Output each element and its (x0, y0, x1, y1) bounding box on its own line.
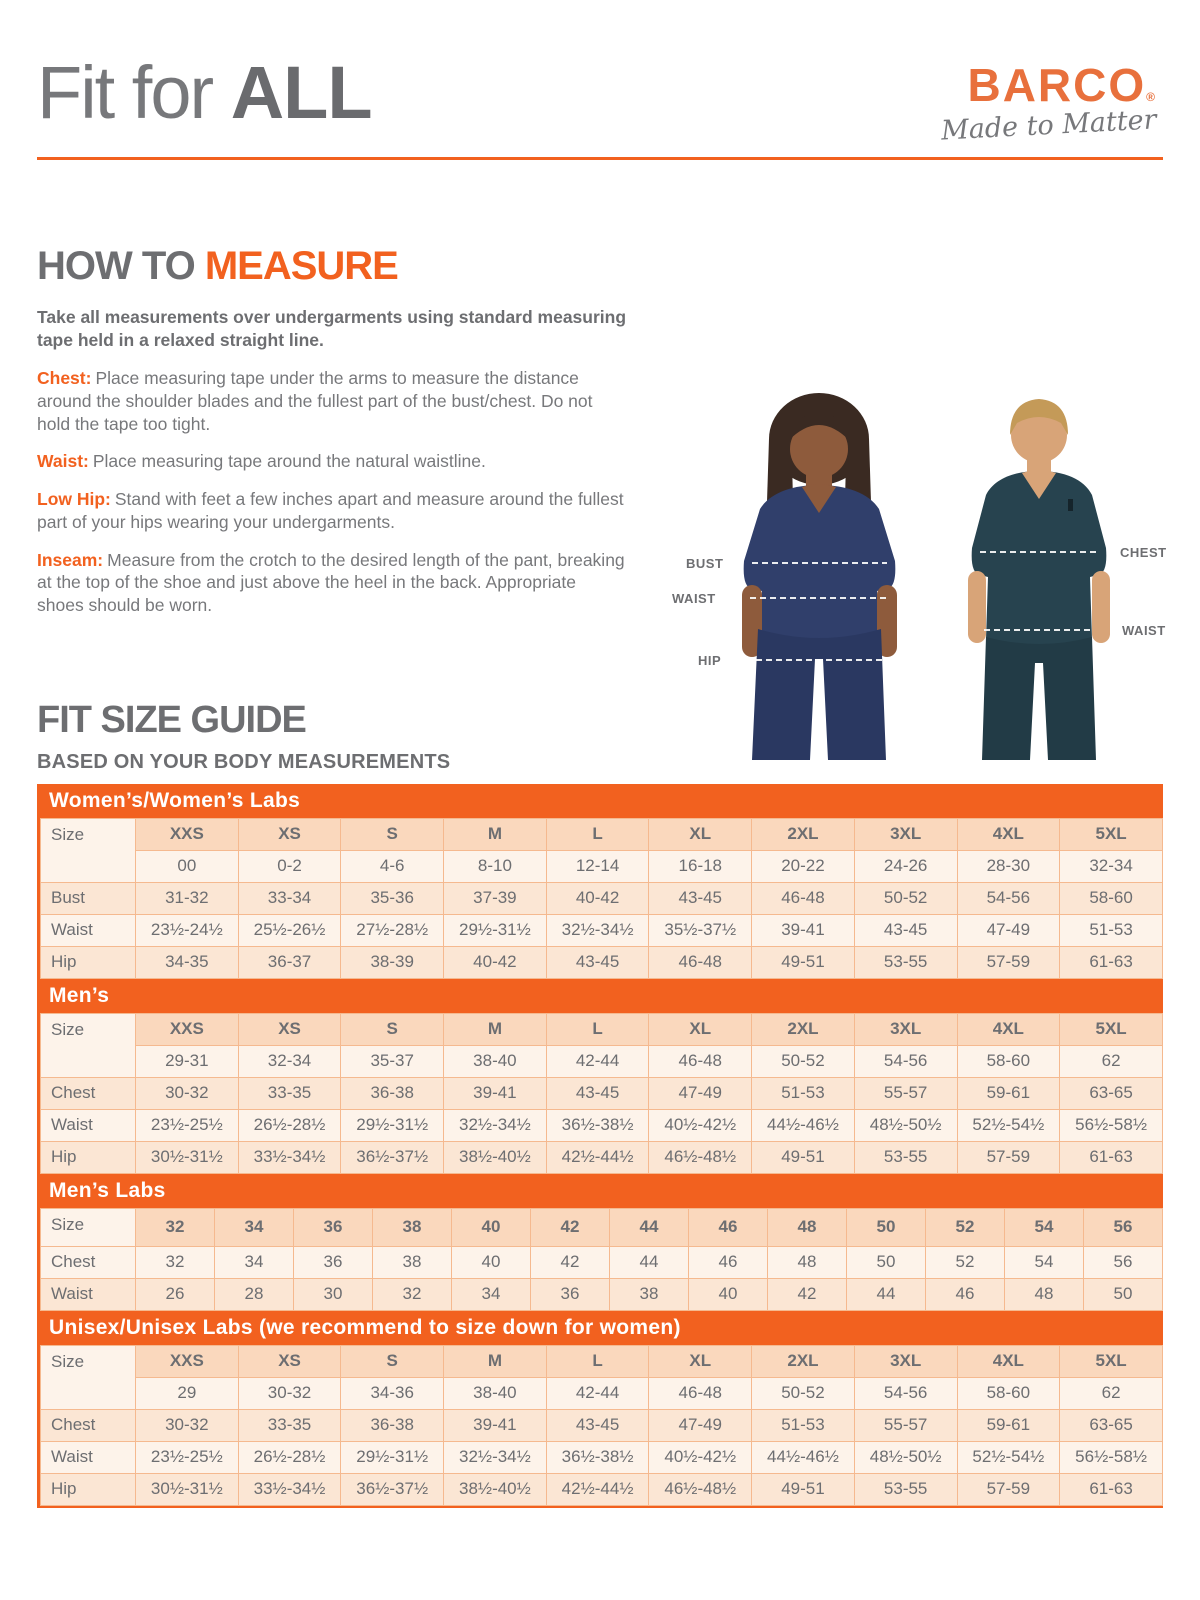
size-col-header: S (341, 1013, 444, 1045)
measurement-cell: 32½-34½ (444, 1109, 547, 1141)
size-col-header: S (341, 1345, 444, 1377)
size-number-cell: 50-52 (752, 1045, 855, 1077)
measurement-cell: 51-53 (1060, 914, 1163, 946)
size-col-header: 54 (1005, 1208, 1084, 1246)
measure-item-inseam (37, 549, 627, 617)
measure-text: Place measuring tape around the natural waistline. (92, 451, 486, 472)
measurement-cell: 42½-44½ (546, 1141, 649, 1173)
measurement-cell: 25½-26½ (238, 914, 341, 946)
fit-size-guide-heading: FIT SIZE GUIDE (37, 698, 306, 741)
measurement-cell: 27½-28½ (341, 914, 444, 946)
measurement-cell: 36-37 (238, 946, 341, 978)
measurement-cell: 29½-31½ (341, 1109, 444, 1141)
measurement-cell: 63-65 (1060, 1077, 1163, 1109)
measure-label: Inseam: (37, 549, 104, 570)
size-col-header: 2XL (752, 818, 855, 850)
measure-text: Stand with feet a few inches apart and measure around the fullest part of your hips wearing your undergarments. (37, 489, 624, 532)
table-title-bar: Women’s/Women’s Labs (40, 784, 1163, 818)
measurement-cell: 48 (768, 1246, 847, 1278)
size-row-label: Size (41, 1013, 136, 1077)
measurement-cell: 36½-37½ (341, 1473, 444, 1505)
measurement-cell: 36½-38½ (546, 1441, 649, 1473)
bust-measure-label: BUST (686, 556, 724, 571)
measurement-cell: 44 (847, 1278, 926, 1310)
size-table-section-womens (37, 784, 1163, 979)
size-col-header: XXS (136, 1345, 239, 1377)
size-col-header: XL (649, 1345, 752, 1377)
size-col-header: M (444, 818, 547, 850)
hip-measure-label: HIP (698, 653, 722, 668)
size-header-row (41, 1013, 1163, 1045)
row-label: Waist (41, 1278, 136, 1310)
measurement-row (41, 882, 1163, 914)
table-title-bar: Unisex/Unisex Labs (we recommend to size down for women) (40, 1311, 1163, 1345)
measurement-cell: 44 (610, 1246, 689, 1278)
size-header-row (41, 818, 1163, 850)
size-number-cell: 12-14 (546, 850, 649, 882)
page-header (37, 0, 1163, 147)
measurement-cell: 33½-34½ (238, 1141, 341, 1173)
measurement-cell: 56½-58½ (1060, 1441, 1163, 1473)
measurement-cell: 36 (531, 1278, 610, 1310)
header-divider (37, 157, 1163, 160)
size-number-cell: 28-30 (957, 850, 1060, 882)
size-number-cell: 38-40 (444, 1045, 547, 1077)
measure-intro: Take all measurements over undergarments using standard measuring tape held in a relaxed straight line. (37, 307, 627, 351)
measurement-cell: 61-63 (1060, 1141, 1163, 1173)
measurement-cell: 43-45 (546, 1077, 649, 1109)
size-col-header: 40 (452, 1208, 531, 1246)
size-number-cell: 46-48 (649, 1045, 752, 1077)
fit-size-guide-subheading: BASED ON YOUR BODY MEASUREMENTS (37, 750, 451, 773)
size-number-cell: 30-32 (238, 1377, 341, 1409)
size-number-row (41, 1045, 1163, 1077)
size-col-header: 3XL (854, 1013, 957, 1045)
measurement-row (41, 914, 1163, 946)
measurement-cell: 30 (294, 1278, 373, 1310)
measurement-cell: 42 (768, 1278, 847, 1310)
size-row-label: Size (41, 1208, 136, 1246)
page-title-bold: ALL (230, 51, 372, 134)
measurement-cell: 40½-42½ (649, 1109, 752, 1141)
measurement-cell: 26½-28½ (238, 1109, 341, 1141)
measurement-cell: 43-45 (854, 914, 957, 946)
measurement-cell: 28 (215, 1278, 294, 1310)
size-col-header: L (546, 1345, 649, 1377)
measurement-cell: 39-41 (444, 1409, 547, 1441)
measure-text: Measure from the crotch to the desired length of the pant, breaking at the top of the shoe and just above the heel in the back. Appropriate shoes should be worn. (37, 549, 625, 616)
measure-label: Waist: (37, 451, 89, 472)
measurement-cell: 23½-25½ (136, 1441, 239, 1473)
size-number-cell: 32-34 (238, 1045, 341, 1077)
table-title-bar: Men’s (40, 979, 1163, 1013)
page-title-light: Fit for (37, 51, 231, 134)
measurement-cell: 46½-48½ (649, 1473, 752, 1505)
size-tables (37, 784, 1163, 1508)
size-number-cell: 54-56 (854, 1377, 957, 1409)
size-number-cell: 35-37 (341, 1045, 444, 1077)
size-number-cell: 29-31 (136, 1045, 239, 1077)
waist-measure-label-left: WAIST (672, 591, 716, 606)
size-col-header: 5XL (1060, 818, 1163, 850)
size-col-header: XS (238, 1013, 341, 1045)
size-col-header: 50 (847, 1208, 926, 1246)
measure-label: Chest: (37, 368, 92, 389)
measurement-cell: 48½-50½ (854, 1441, 957, 1473)
registered-mark-icon: ® (1146, 90, 1157, 104)
measurement-cell: 30½-31½ (136, 1141, 239, 1173)
measurement-row (41, 1278, 1163, 1310)
size-number-cell: 0-2 (238, 850, 341, 882)
measurement-cell: 46 (926, 1278, 1005, 1310)
size-number-cell: 4-6 (341, 850, 444, 882)
measurement-cell: 51-53 (752, 1077, 855, 1109)
measurement-photos (650, 383, 1200, 760)
fit-size-guide-section (37, 698, 1163, 1508)
measurement-row (41, 1441, 1163, 1473)
size-col-header: 42 (531, 1208, 610, 1246)
size-col-header: 36 (294, 1208, 373, 1246)
measurement-cell: 48 (1005, 1278, 1084, 1310)
measurement-cell: 51-53 (752, 1409, 855, 1441)
measurement-cell: 42 (531, 1246, 610, 1278)
measurement-cell: 49-51 (752, 946, 855, 978)
measurement-cell: 30-32 (136, 1409, 239, 1441)
row-label: Waist (41, 1109, 136, 1141)
measurement-row (41, 946, 1163, 978)
measurement-cell: 34 (215, 1246, 294, 1278)
size-col-header: XS (238, 1345, 341, 1377)
measurement-cell: 33½-34½ (238, 1473, 341, 1505)
measurement-cell: 33-35 (238, 1077, 341, 1109)
measurement-row (41, 1109, 1163, 1141)
how-to-measure-heading: HOW TO MEASURE (37, 244, 398, 288)
measurement-cell: 39-41 (444, 1077, 547, 1109)
measurement-cell: 43-45 (546, 1409, 649, 1441)
measurement-cell: 40 (452, 1246, 531, 1278)
measure-text: Place measuring tape under the arms to measure the distance around the shoulder blades and the fullest part of the bust/chest. Do not hold the tape too tight. (37, 368, 593, 434)
measurement-cell: 32 (136, 1246, 215, 1278)
measure-item-chest (37, 367, 627, 435)
size-col-header: L (546, 818, 649, 850)
size-number-cell: 42-44 (546, 1045, 649, 1077)
row-label: Bust (41, 882, 136, 914)
size-number-cell: 62 (1060, 1045, 1163, 1077)
size-col-header: L (546, 1013, 649, 1045)
measurement-cell: 35½-37½ (649, 914, 752, 946)
table-title-bar: Men’s Labs (40, 1174, 1163, 1208)
size-col-header: 34 (215, 1208, 294, 1246)
size-number-cell: 29 (136, 1377, 239, 1409)
measurement-cell: 37-39 (444, 882, 547, 914)
waist-measure-label-right: WAIST (1122, 623, 1166, 638)
size-number-cell: 58-60 (957, 1377, 1060, 1409)
size-col-header: 3XL (854, 1345, 957, 1377)
size-number-cell: 24-26 (854, 850, 957, 882)
measurement-cell: 46 (689, 1246, 768, 1278)
measurement-cell: 39-41 (752, 914, 855, 946)
size-col-header: XS (238, 818, 341, 850)
size-number-row (41, 850, 1163, 882)
size-row-label: Size (41, 1345, 136, 1409)
size-col-header: 4XL (957, 1013, 1060, 1045)
measurement-cell: 36½-37½ (341, 1141, 444, 1173)
measurement-cell: 26 (136, 1278, 215, 1310)
size-number-cell: 00 (136, 850, 239, 882)
measurement-cell: 57-59 (957, 946, 1060, 978)
measurement-cell: 40 (689, 1278, 768, 1310)
measurement-cell: 52½-54½ (957, 1441, 1060, 1473)
size-col-header: XXS (136, 818, 239, 850)
size-col-header: 32 (136, 1208, 215, 1246)
measurement-cell: 47-49 (957, 914, 1060, 946)
measurement-cell: 38 (373, 1246, 452, 1278)
measure-item-waist (37, 450, 627, 473)
size-col-header: M (444, 1013, 547, 1045)
size-col-header: 56 (1084, 1208, 1163, 1246)
measurement-row (41, 1141, 1163, 1173)
size-header-row (41, 1208, 1163, 1246)
measurement-cell: 53-55 (854, 1473, 957, 1505)
size-table (40, 818, 1163, 979)
size-col-header: XXS (136, 1013, 239, 1045)
chest-measure-label: CHEST (1120, 545, 1167, 560)
measurement-cell: 47-49 (649, 1077, 752, 1109)
measurement-cell: 26½-28½ (238, 1441, 341, 1473)
measurement-cell: 47-49 (649, 1409, 752, 1441)
woman-photo (722, 391, 917, 760)
how-to-measure-section (37, 246, 627, 617)
measurement-cell: 38½-40½ (444, 1141, 547, 1173)
man-photo (932, 383, 1147, 760)
measurement-cell: 52½-54½ (957, 1109, 1060, 1141)
measurement-cell: 29½-31½ (341, 1441, 444, 1473)
size-table-section-unisex (37, 1311, 1163, 1506)
measurement-cell: 53-55 (854, 1141, 957, 1173)
size-col-header: 46 (689, 1208, 768, 1246)
size-table-section-mens-labs (37, 1174, 1163, 1311)
measurement-cell: 32 (373, 1278, 452, 1310)
size-number-cell: 46-48 (649, 1377, 752, 1409)
measurement-cell: 23½-25½ (136, 1109, 239, 1141)
measurement-cell: 59-61 (957, 1077, 1060, 1109)
measurement-cell: 54 (1005, 1246, 1084, 1278)
measurement-cell: 35-36 (341, 882, 444, 914)
measurement-cell: 31-32 (136, 882, 239, 914)
measurement-cell: 32½-34½ (546, 914, 649, 946)
size-number-cell: 54-56 (854, 1045, 957, 1077)
measurement-cell: 38 (610, 1278, 689, 1310)
measurement-cell: 29½-31½ (444, 914, 547, 946)
measurement-cell: 33-35 (238, 1409, 341, 1441)
measurement-cell: 38-39 (341, 946, 444, 978)
row-label: Hip (41, 946, 136, 978)
measurement-cell: 30-32 (136, 1077, 239, 1109)
measurement-cell: 36 (294, 1246, 373, 1278)
measurement-cell: 36½-38½ (546, 1109, 649, 1141)
size-number-cell: 8-10 (444, 850, 547, 882)
measurement-cell: 49-51 (752, 1473, 855, 1505)
page-title (37, 51, 372, 134)
measurement-cell: 40-42 (444, 946, 547, 978)
measurement-cell: 48½-50½ (854, 1109, 957, 1141)
measurement-cell: 55-57 (854, 1077, 957, 1109)
size-table (40, 1345, 1163, 1506)
brand-tagline: Made to Matter (940, 104, 1158, 147)
size-number-cell: 42-44 (546, 1377, 649, 1409)
measurement-cell: 43-45 (649, 882, 752, 914)
measurement-cell: 40½-42½ (649, 1441, 752, 1473)
size-col-header: 4XL (957, 818, 1060, 850)
row-label: Waist (41, 1441, 136, 1473)
size-col-header: 4XL (957, 1345, 1060, 1377)
size-number-cell: 16-18 (649, 850, 752, 882)
measurement-cell: 53-55 (854, 946, 957, 978)
measurement-cell: 55-57 (854, 1409, 957, 1441)
measurement-cell: 34 (452, 1278, 531, 1310)
size-number-cell: 38-40 (444, 1377, 547, 1409)
measurement-cell: 61-63 (1060, 946, 1163, 978)
measurement-row (41, 1409, 1163, 1441)
size-col-header: XL (649, 818, 752, 850)
measurement-cell: 63-65 (1060, 1409, 1163, 1441)
size-col-header: XL (649, 1013, 752, 1045)
row-label: Chest (41, 1246, 136, 1278)
measurement-row (41, 1473, 1163, 1505)
brand-logo: BARCO® (967, 59, 1157, 111)
measurement-row (41, 1246, 1163, 1278)
size-col-header: 2XL (752, 1345, 855, 1377)
measurement-cell: 54-56 (957, 882, 1060, 914)
size-number-row (41, 1377, 1163, 1409)
measurement-cell: 33-34 (238, 882, 341, 914)
measurement-cell: 52 (926, 1246, 1005, 1278)
measure-label: Low Hip: (37, 489, 111, 510)
size-col-header: 38 (373, 1208, 452, 1246)
size-number-cell: 58-60 (957, 1045, 1060, 1077)
size-number-cell: 50-52 (752, 1377, 855, 1409)
measurement-cell: 36-38 (341, 1077, 444, 1109)
measurement-cell: 38½-40½ (444, 1473, 547, 1505)
measurement-cell: 43-45 (546, 946, 649, 978)
measurement-cell: 50 (1084, 1278, 1163, 1310)
measurement-cell: 50 (847, 1246, 926, 1278)
size-col-header: 3XL (854, 818, 957, 850)
size-col-header: 48 (768, 1208, 847, 1246)
measurement-cell: 36-38 (341, 1409, 444, 1441)
size-col-header: 44 (610, 1208, 689, 1246)
measurement-cell: 57-59 (957, 1141, 1060, 1173)
size-table-section-mens (37, 979, 1163, 1174)
measurement-cell: 56 (1084, 1246, 1163, 1278)
measurement-cell: 42½-44½ (546, 1473, 649, 1505)
measurement-cell: 44½-46½ (752, 1441, 855, 1473)
size-table (40, 1208, 1163, 1311)
measurement-cell: 46-48 (752, 882, 855, 914)
measurement-cell: 49-51 (752, 1141, 855, 1173)
measurement-cell: 30½-31½ (136, 1473, 239, 1505)
size-number-cell: 34-36 (341, 1377, 444, 1409)
size-number-cell: 20-22 (752, 850, 855, 882)
row-label: Hip (41, 1141, 136, 1173)
measurement-cell: 34-35 (136, 946, 239, 978)
brand-block (940, 56, 1163, 147)
measurement-cell: 61-63 (1060, 1473, 1163, 1505)
row-label: Hip (41, 1473, 136, 1505)
row-label: Chest (41, 1409, 136, 1441)
measurement-row (41, 1077, 1163, 1109)
measurement-cell: 23½-24½ (136, 914, 239, 946)
size-table (40, 1013, 1163, 1174)
size-number-cell: 32-34 (1060, 850, 1163, 882)
measurement-cell: 58-60 (1060, 882, 1163, 914)
row-label: Chest (41, 1077, 136, 1109)
measurement-cell: 40-42 (546, 882, 649, 914)
measurement-cell: 59-61 (957, 1409, 1060, 1441)
size-row-label: Size (41, 818, 136, 882)
measurement-cell: 32½-34½ (444, 1441, 547, 1473)
size-col-header: 52 (926, 1208, 1005, 1246)
size-col-header: M (444, 1345, 547, 1377)
size-number-cell: 62 (1060, 1377, 1163, 1409)
size-col-header: S (341, 818, 444, 850)
size-col-header: 5XL (1060, 1013, 1163, 1045)
size-col-header: 5XL (1060, 1345, 1163, 1377)
measurement-cell: 57-59 (957, 1473, 1060, 1505)
measurement-cell: 56½-58½ (1060, 1109, 1163, 1141)
measurement-cell: 50-52 (854, 882, 957, 914)
size-col-header: 2XL (752, 1013, 855, 1045)
measurement-cell: 46-48 (649, 946, 752, 978)
measurement-cell: 44½-46½ (752, 1109, 855, 1141)
measure-item-lowhip (37, 488, 627, 534)
size-header-row (41, 1345, 1163, 1377)
measurement-cell: 46½-48½ (649, 1141, 752, 1173)
row-label: Waist (41, 914, 136, 946)
